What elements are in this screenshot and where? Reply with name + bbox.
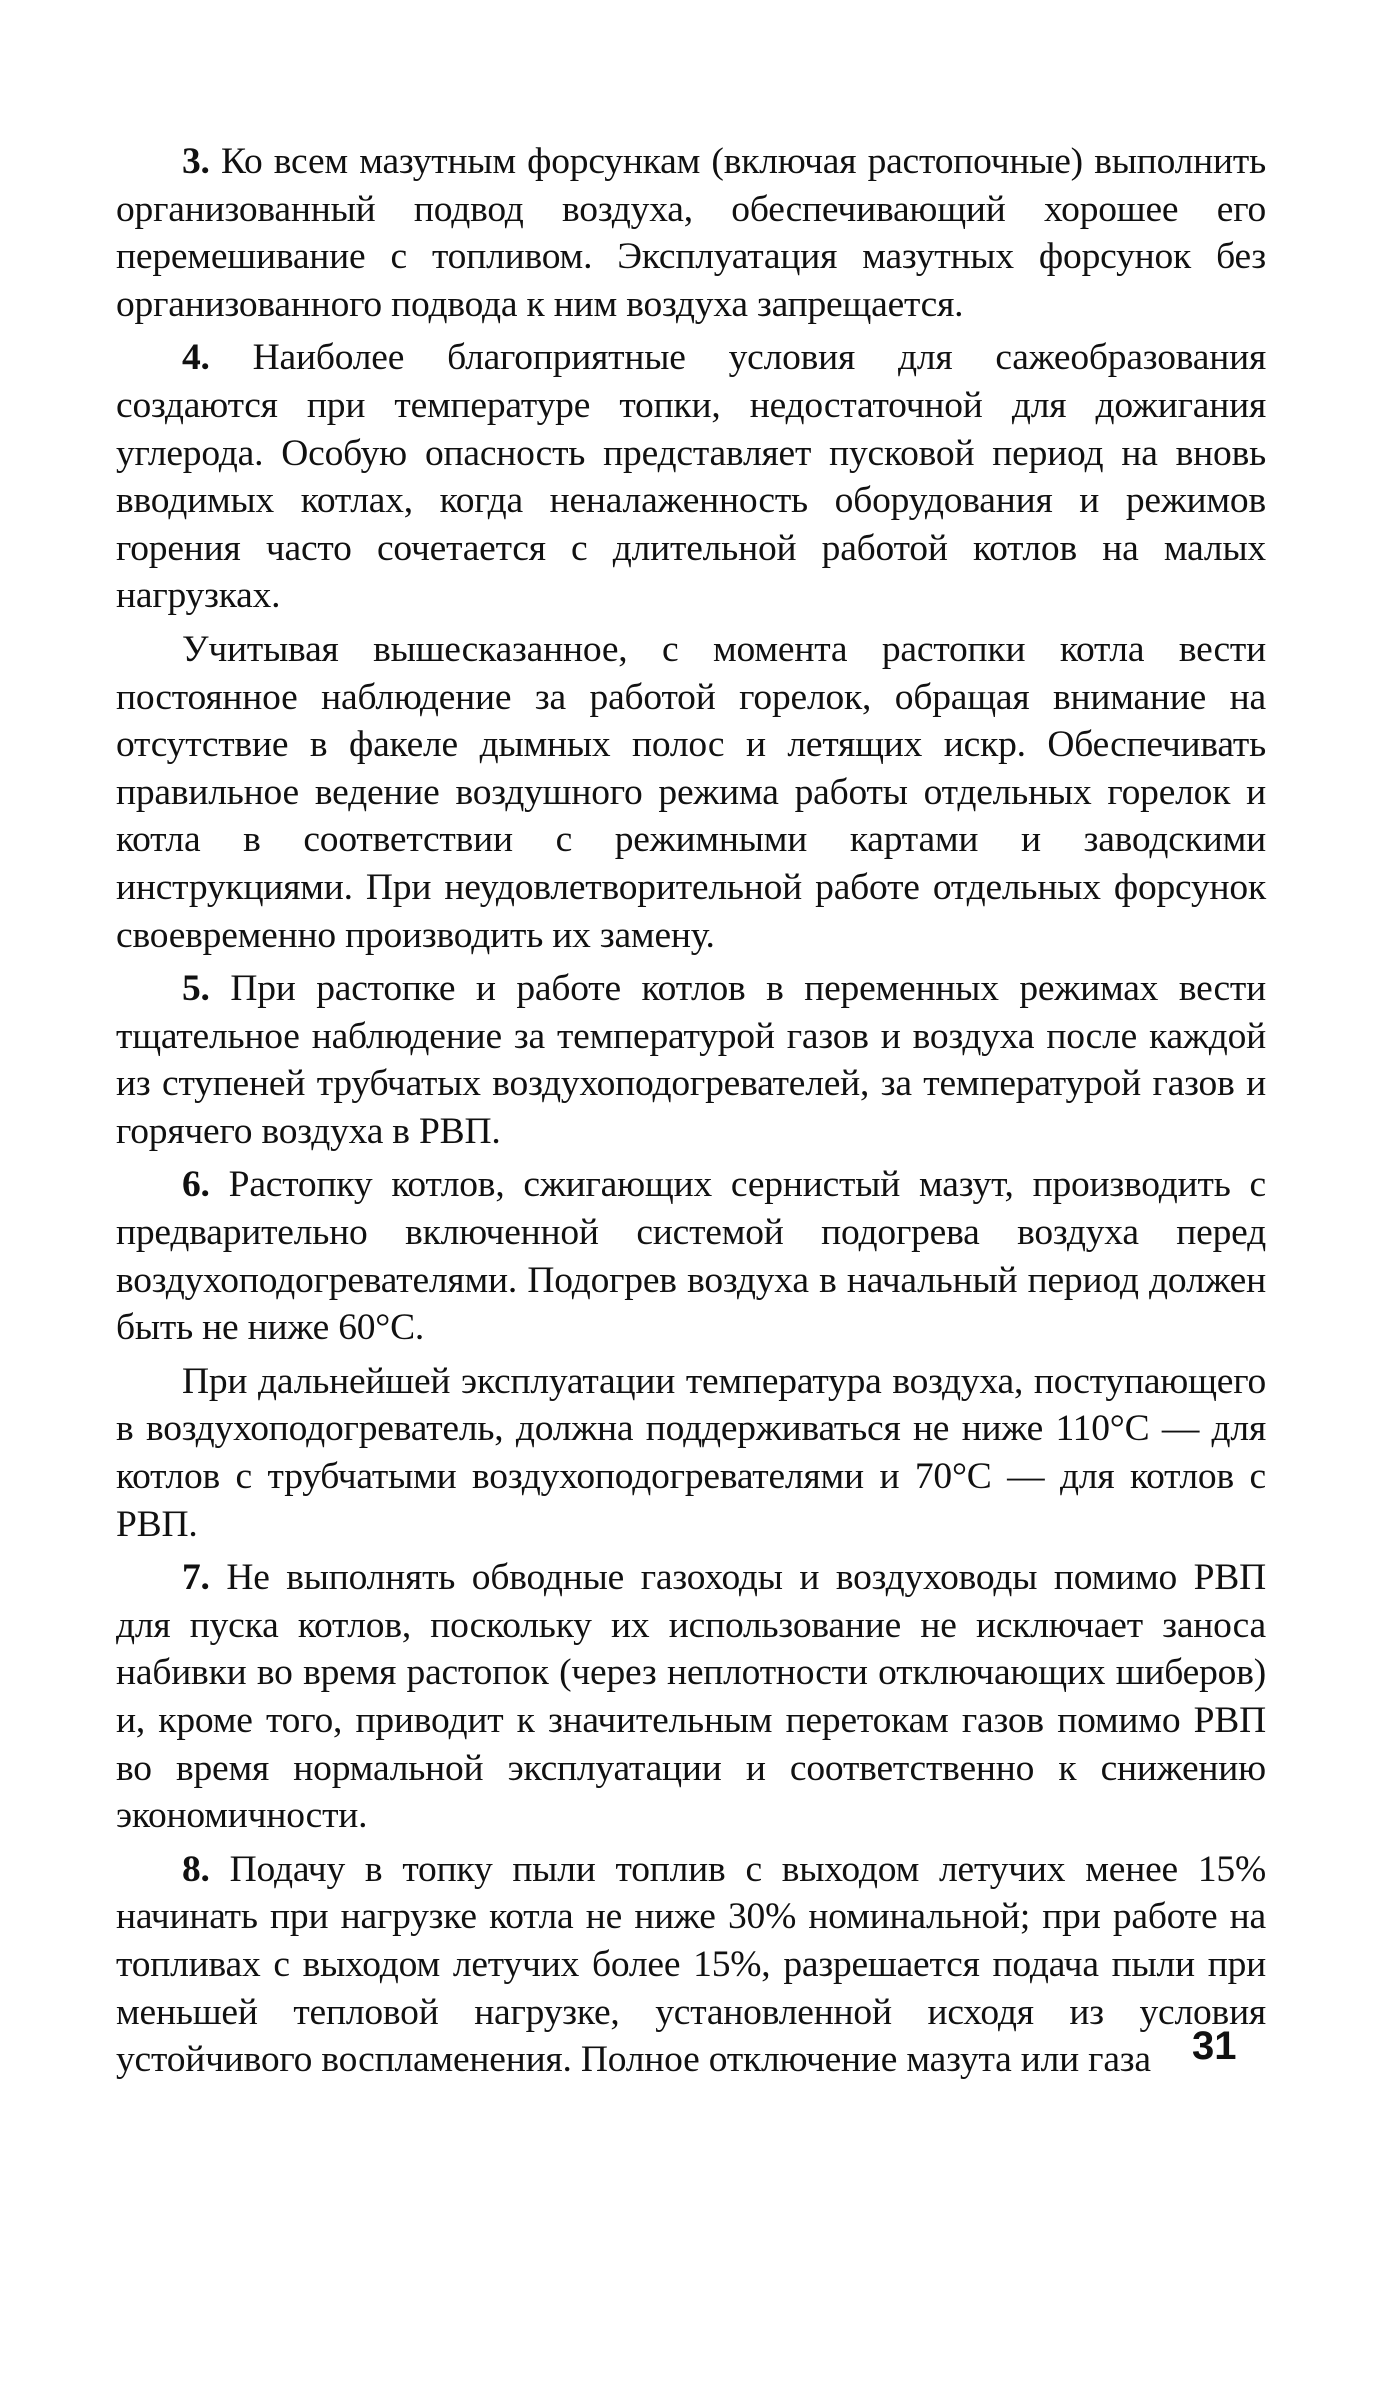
- paragraph-6-continued: [116, 1358, 1266, 1548]
- paragraph-number: 3.: [182, 141, 210, 182]
- paragraph-3: [116, 138, 1266, 328]
- paragraph-text: Учитывая вышесказанное, с момента растопки котла вести постоянное наблюдение за работой горелок, обращая внимание на отсутствие в факеле дымных полос и летящих искр. Обеспечивать правильное ведение воздушного режима работы отдельных горелок и котла в соответствии с режимными картами и заводскими инструкциями. При неудовлетворительной работе отдельных форсунок своевременно производить их замену.: [116, 628, 1266, 956]
- paragraph-number: 4.: [182, 337, 210, 379]
- paragraph-4-continued: [116, 626, 1266, 959]
- paragraph-text: Растопку котлов, сжигающих сернистый мазут, производить с предварительно включенной системой подогрева воздуха перед воздухоподогревателями. Подогрев воздуха в начальный период должен быть не ниже 60°С.: [116, 1164, 1266, 1349]
- paragraph-7: [116, 1554, 1266, 1840]
- page-number: 31: [1192, 2024, 1237, 2068]
- page-body: [116, 138, 1266, 2090]
- paragraph-number: 7.: [182, 1557, 210, 1599]
- paragraph-number: 5.: [182, 968, 210, 1010]
- paragraph-5: [116, 965, 1266, 1155]
- paragraph-text: Наиболее благоприятные условия для сажеобразования создаются при температуре топки, недостаточной для дожигания углерода. Особую опасность представляет пусковой период на вновь вводимых котлах, когда неналаженность оборудования и режимов горения часто сочетается с длительной работой котлов на малых нагрузках.: [116, 337, 1266, 617]
- paragraph-6: [116, 1161, 1266, 1351]
- paragraph-text: Не выполнять обводные газоходы и воздуховоды помимо РВП для пуска котлов, поскольку их использование не исключает заноса набивки во время растопок (через неплотности отключающих шиберов) и, кроме того, приводит к значительным перетокам газов помимо РВП во время нормальной эксплуатации и соответственно к снижению экономичности.: [116, 1557, 1266, 1837]
- paragraph-number: 6.: [182, 1164, 210, 1206]
- paragraph-8: [116, 1846, 1266, 2084]
- paragraph-text: Ко всем мазутным форсункам (включая растопочные) выполнить организованный подвод воздуха, обеспечивающий хорошее его перемешивание с топливом. Эксплуатация мазутных форсунок без организованного подвода к ним воздуха запрещается.: [116, 141, 1266, 325]
- paragraph-text: При растопке и работе котлов в переменных режимах вести тщательное наблюдение за температурой газов и воздуха после каждой из ступеней трубчатых воздухоподогревателей, за температурой газов и горячего воздуха в РВП.: [116, 968, 1266, 1152]
- paragraph-text: Подачу в топку пыли топлив с выходом летучих менее 15% начинать при нагрузке котла не ниже 30% номинальной; при работе на топливах с выходом летучих более 15%, разрешается подача пыли при меньшей тепловой нагрузке, установленной исходя из условия устойчивого воспламенения. Полное отключение мазута или газа: [116, 1848, 1266, 2081]
- paragraph-text: При дальнейшей эксплуатации температура воздуха, поступающего в воздухоподогреватель, должна поддерживаться не ниже 110°С — для котлов с трубчатыми воздухоподогревателями и 70°С — для котлов с РВП.: [116, 1360, 1266, 1545]
- paragraph-4: [116, 334, 1266, 620]
- paragraph-number: 8.: [182, 1848, 210, 1890]
